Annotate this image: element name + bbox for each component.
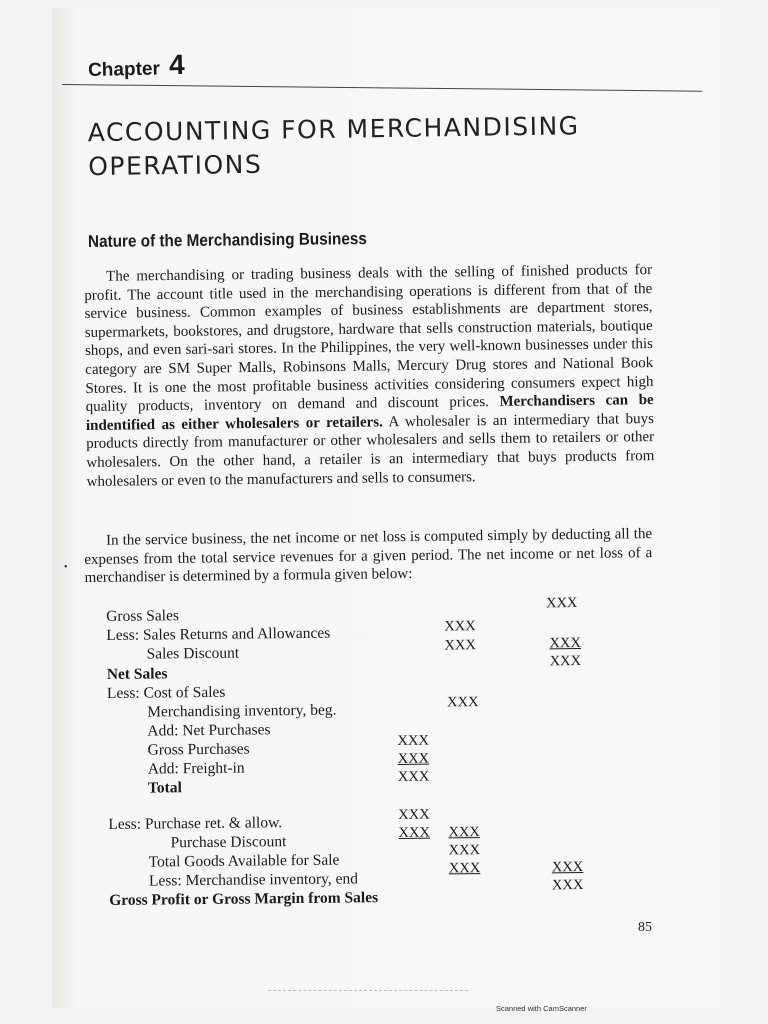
formula-value: XXX: [551, 859, 584, 876]
margin-dot: •: [64, 562, 68, 573]
page-number: 85: [638, 920, 652, 935]
formula-gross-sales: Gross Sales: [106, 607, 180, 625]
formula-gross-purchases: Gross Purchases: [147, 740, 250, 759]
formula-value: XXX: [448, 824, 480, 841]
formula-less-purchase-returns: Less: Purchase ret. & allow.: [108, 814, 283, 833]
formula-merch-beg: Merchandising inventory, beg.: [147, 701, 337, 721]
paragraph-1-text-b: A wholesaler is an intermediary that buys products directly from manufacturer or other wholesalers and sells them to retailers or other wholesalers. On the other hand, a retailer is an intermediary that buys products from wholesalers or even to the manufacturers and sells to consumers.: [86, 410, 655, 490]
chapter-heading: [88, 49, 185, 83]
formula-value: XXX: [397, 750, 430, 767]
formula-value: XXX: [397, 732, 429, 749]
formula-value: XXX: [447, 694, 479, 711]
paragraph-2: [84, 525, 653, 588]
formula-value: XXX: [444, 637, 476, 654]
formula-add-net-purchases: Add: Net Purchases: [147, 721, 271, 740]
bottom-divider: [268, 990, 468, 991]
formula-sales-discount: Sales Discount: [146, 644, 240, 663]
chapter-title: ACCOUNTING FOR MERCHANDISING OPERATIONS: [87, 111, 580, 182]
formula-value: XXX: [398, 806, 430, 823]
formula-value: XXX: [549, 635, 581, 652]
paragraph-1: [84, 261, 655, 491]
paragraph-1-text-a: The merchandising or trading business deals with the selling of finished products for profit. The account title used in the merchandising operations is different from that of the service business. Common examples of business establishments are department stores, supermarkets, bookstores, and drugstore, hardware that sells construction materials, boutique shops, and even sari-sari stores. In the Philippines, the very well-known businesses under this category are SM Super Malls, Robinsons Malls, Mercury Drug stores and National Book Stores. It is one the most profitable business activities considering consumers expect high quality products, inventory on demand and discount prices.: [84, 262, 654, 416]
formula-add-freight: Add: Freight-in: [147, 759, 245, 778]
section-heading: Nature of the Merchandising Business: [87, 229, 367, 251]
formula-net-sales: Net Sales: [106, 665, 168, 683]
formula-value: XXX: [448, 842, 481, 859]
formula-value: XXX: [551, 877, 584, 894]
paragraph-2-text: In the service business, the net income or net loss is computed simply by deducting all the expenses from the total service revenues for a given period. The net income or net loss of a merchandiser is determined by a formula given below:: [84, 526, 653, 587]
chapter-number: 4: [168, 48, 185, 81]
formula-value: XXX: [444, 618, 476, 635]
formula-less-merch-end: Less: Merchandise inventory, end: [148, 870, 359, 890]
formula-total: Total: [147, 779, 182, 797]
formula-value: XXX: [448, 860, 481, 877]
formula-purchase-discount: Purchase Discount: [170, 833, 287, 852]
formula-total-goods: Total Goods Available for Sale: [148, 851, 340, 871]
scanner-watermark: Scanned with CamScanner: [496, 1004, 587, 1013]
income-formula: [106, 595, 609, 909]
formula-value: XXX: [398, 824, 430, 841]
formula-less-returns: Less: Sales Returns and Allowances: [106, 624, 331, 644]
formula-value: XXX: [397, 768, 430, 785]
formula-gross-profit: Gross Profit or Gross Margin from Sales: [109, 889, 379, 909]
chapter-label: Chapter: [87, 58, 161, 82]
formula-less-cost: Less: Cost of Sales: [106, 683, 226, 702]
paragraph-1-bold: Merchandisers can be indentified as either wholesalers or retailers.: [85, 392, 654, 434]
formula-value: XXX: [545, 595, 578, 612]
formula-value: XXX: [549, 653, 582, 670]
